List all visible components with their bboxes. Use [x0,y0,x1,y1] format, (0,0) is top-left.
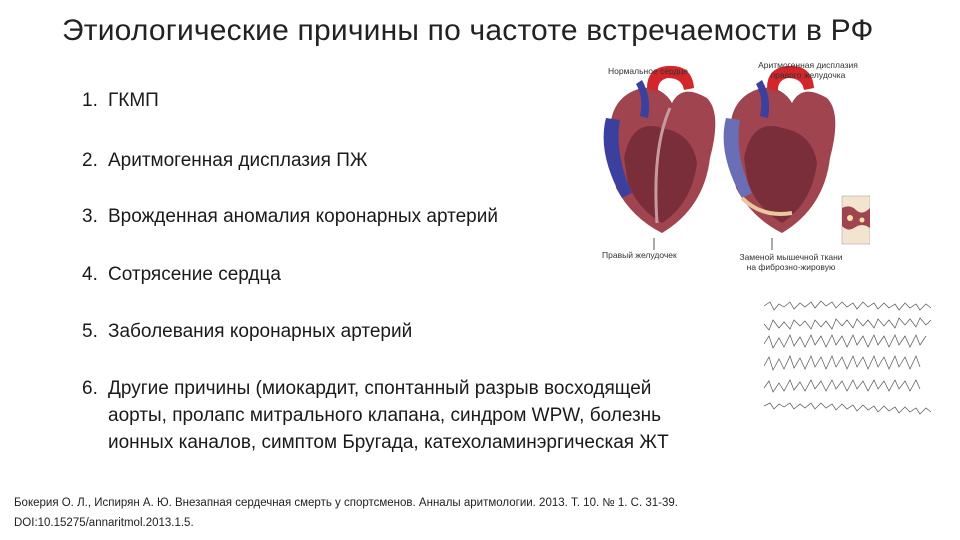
list-item: 2. Аритмогенная дисплазия ПЖ [82,150,368,171]
list-item: 6. Другие причины (миокардит, спонтанный разрыв восходящей аорты, пролапс митрального клапана, синдром WPW, болезнь ионных каналов, симптом Бругада, катехоламинэргическая ЖТ [82,378,669,453]
fibrofatty-inset [842,196,870,244]
list-item: 5. Заболевания коронарных артерий [82,321,413,342]
label-arvd: Аритмогенная дисплазия правого желудочка [758,60,858,80]
ecg-strip [764,296,952,416]
label-right-ventricle: Правый желудочек [602,250,677,260]
heart-comparison-figure [592,58,870,276]
list-item: 1. ГКМП [82,90,159,111]
list-item: 4. Сотрясение сердца [82,264,281,285]
reference-citation: Бокерия О. Л., Испирян А. Ю. Внезапная сердечная смерть у спортсменов. Анналы аритмологии. 2013. Т. 10. № 1. С. 31-39. DOI:10.15275/annaritmol.2013.1.5. [14,497,678,529]
label-fibrofatty: Заменой мышечной ткани на фиброзно-жировую [739,252,843,272]
page-title: Этиологические причины по частоте встречаемости в РФ [62,14,874,47]
heart-illustration [592,58,870,276]
normal-heart [604,66,716,250]
list-item: 3. Врожденная аномалия коронарных артерий [82,206,498,227]
label-normal-heart: Нормальное сердце [608,66,689,76]
arvd-heart [724,66,836,250]
